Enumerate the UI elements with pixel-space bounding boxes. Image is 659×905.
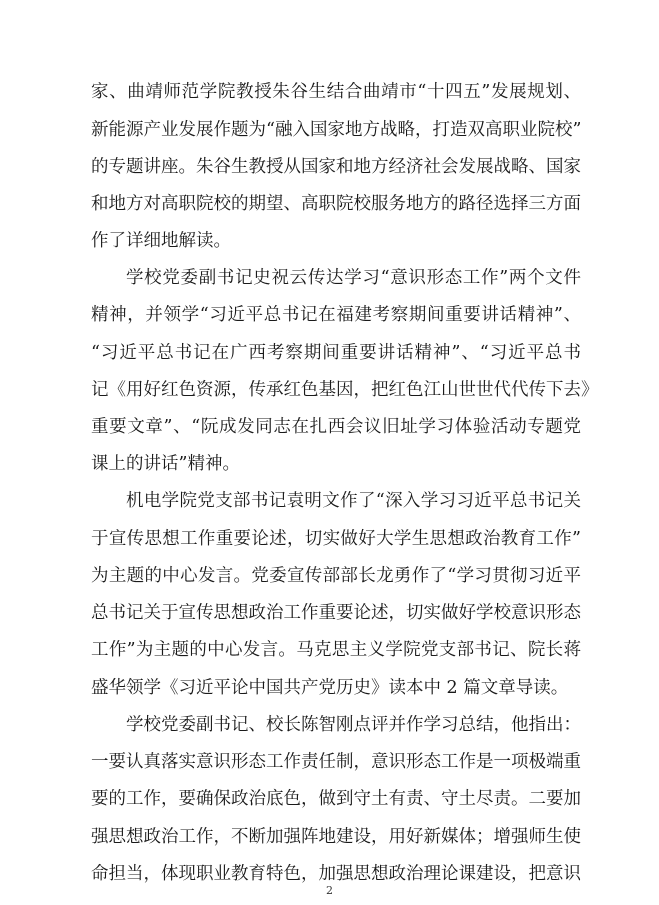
paragraph-line: 新能源产业发展作题为“融入国家地方战略，打造双高职业院校” [91,120,582,140]
paragraph-line: 学校党委副书记、校长陈智刚点评并作学习总结，他指出： [126,715,581,735]
paragraph-line: 精神，并领学“习近平总书记在福建考察期间重要讲话精神”、 [91,305,581,325]
paragraph-line: 机电学院党支部书记袁明文作了“深入学习习近平总书记关 [126,491,581,511]
paragraph-line: 和地方对高职院校的期望、高职院校服务地方的路径选择三方面 [91,194,581,214]
paragraph-line: “习近平总书记在广西考察期间重要讲话精神”、“习近平总书 [91,343,581,363]
paragraph-line: 为主题的中心发言。党委宣传部部长龙勇作了“学习贯彻习近平 [91,566,581,586]
paragraph-line: 于宣传思想工作重要论述，切实做好大学生思想政治教育工作” [91,529,581,549]
page-number: 2 [326,884,333,897]
paragraph-line: 作了详细地解读。 [91,231,231,251]
paragraph-line: 强思想政治工作，不断加强阵地建设，用好新媒体；增强师生使 [91,827,581,847]
paragraph-line: 记《用好红色资源，传承红色基因，把红色江山世世代代传下去》 [91,380,599,400]
paragraph-line: 学校党委副书记史祝云传达学习“意识形态工作”两个文件 [126,268,581,288]
paragraph-line: 命担当，体现职业教育特色，加强思想政治理论课建设，把意识 [91,864,581,884]
paragraph-line: 重要文章”、“阮成发同志在扎西会议旧址学习体验活动专题党 [91,417,581,437]
paragraph-line: 的专题讲座。朱谷生教授从国家和地方经济社会发展战略、国家 [91,157,581,177]
paragraph-line: 家、曲靖师范学院教授朱谷生结合曲靖市“十四五”发展规划、 [91,82,581,102]
paragraph-line: 课上的讲话”精神。 [91,454,240,474]
paragraph-line: 总书记关于宣传思想政治工作重要论述，切实做好学校意识形态 [91,603,581,623]
paragraph-line: 工作”为主题的中心发言。马克思主义学院党支部书记、院长蒋 [91,640,581,660]
paragraph-line: 一要认真落实意识形态工作责任制，意识形态工作是一项极端重 [91,752,581,772]
paragraph-line: 要的工作，要确保政治底色，做到守土有责、守土尽责。二要加 [91,789,581,809]
paragraph-line: 盛华领学《习近平论中国共产党历史》读本中 2 篇文章导读。 [91,678,569,698]
